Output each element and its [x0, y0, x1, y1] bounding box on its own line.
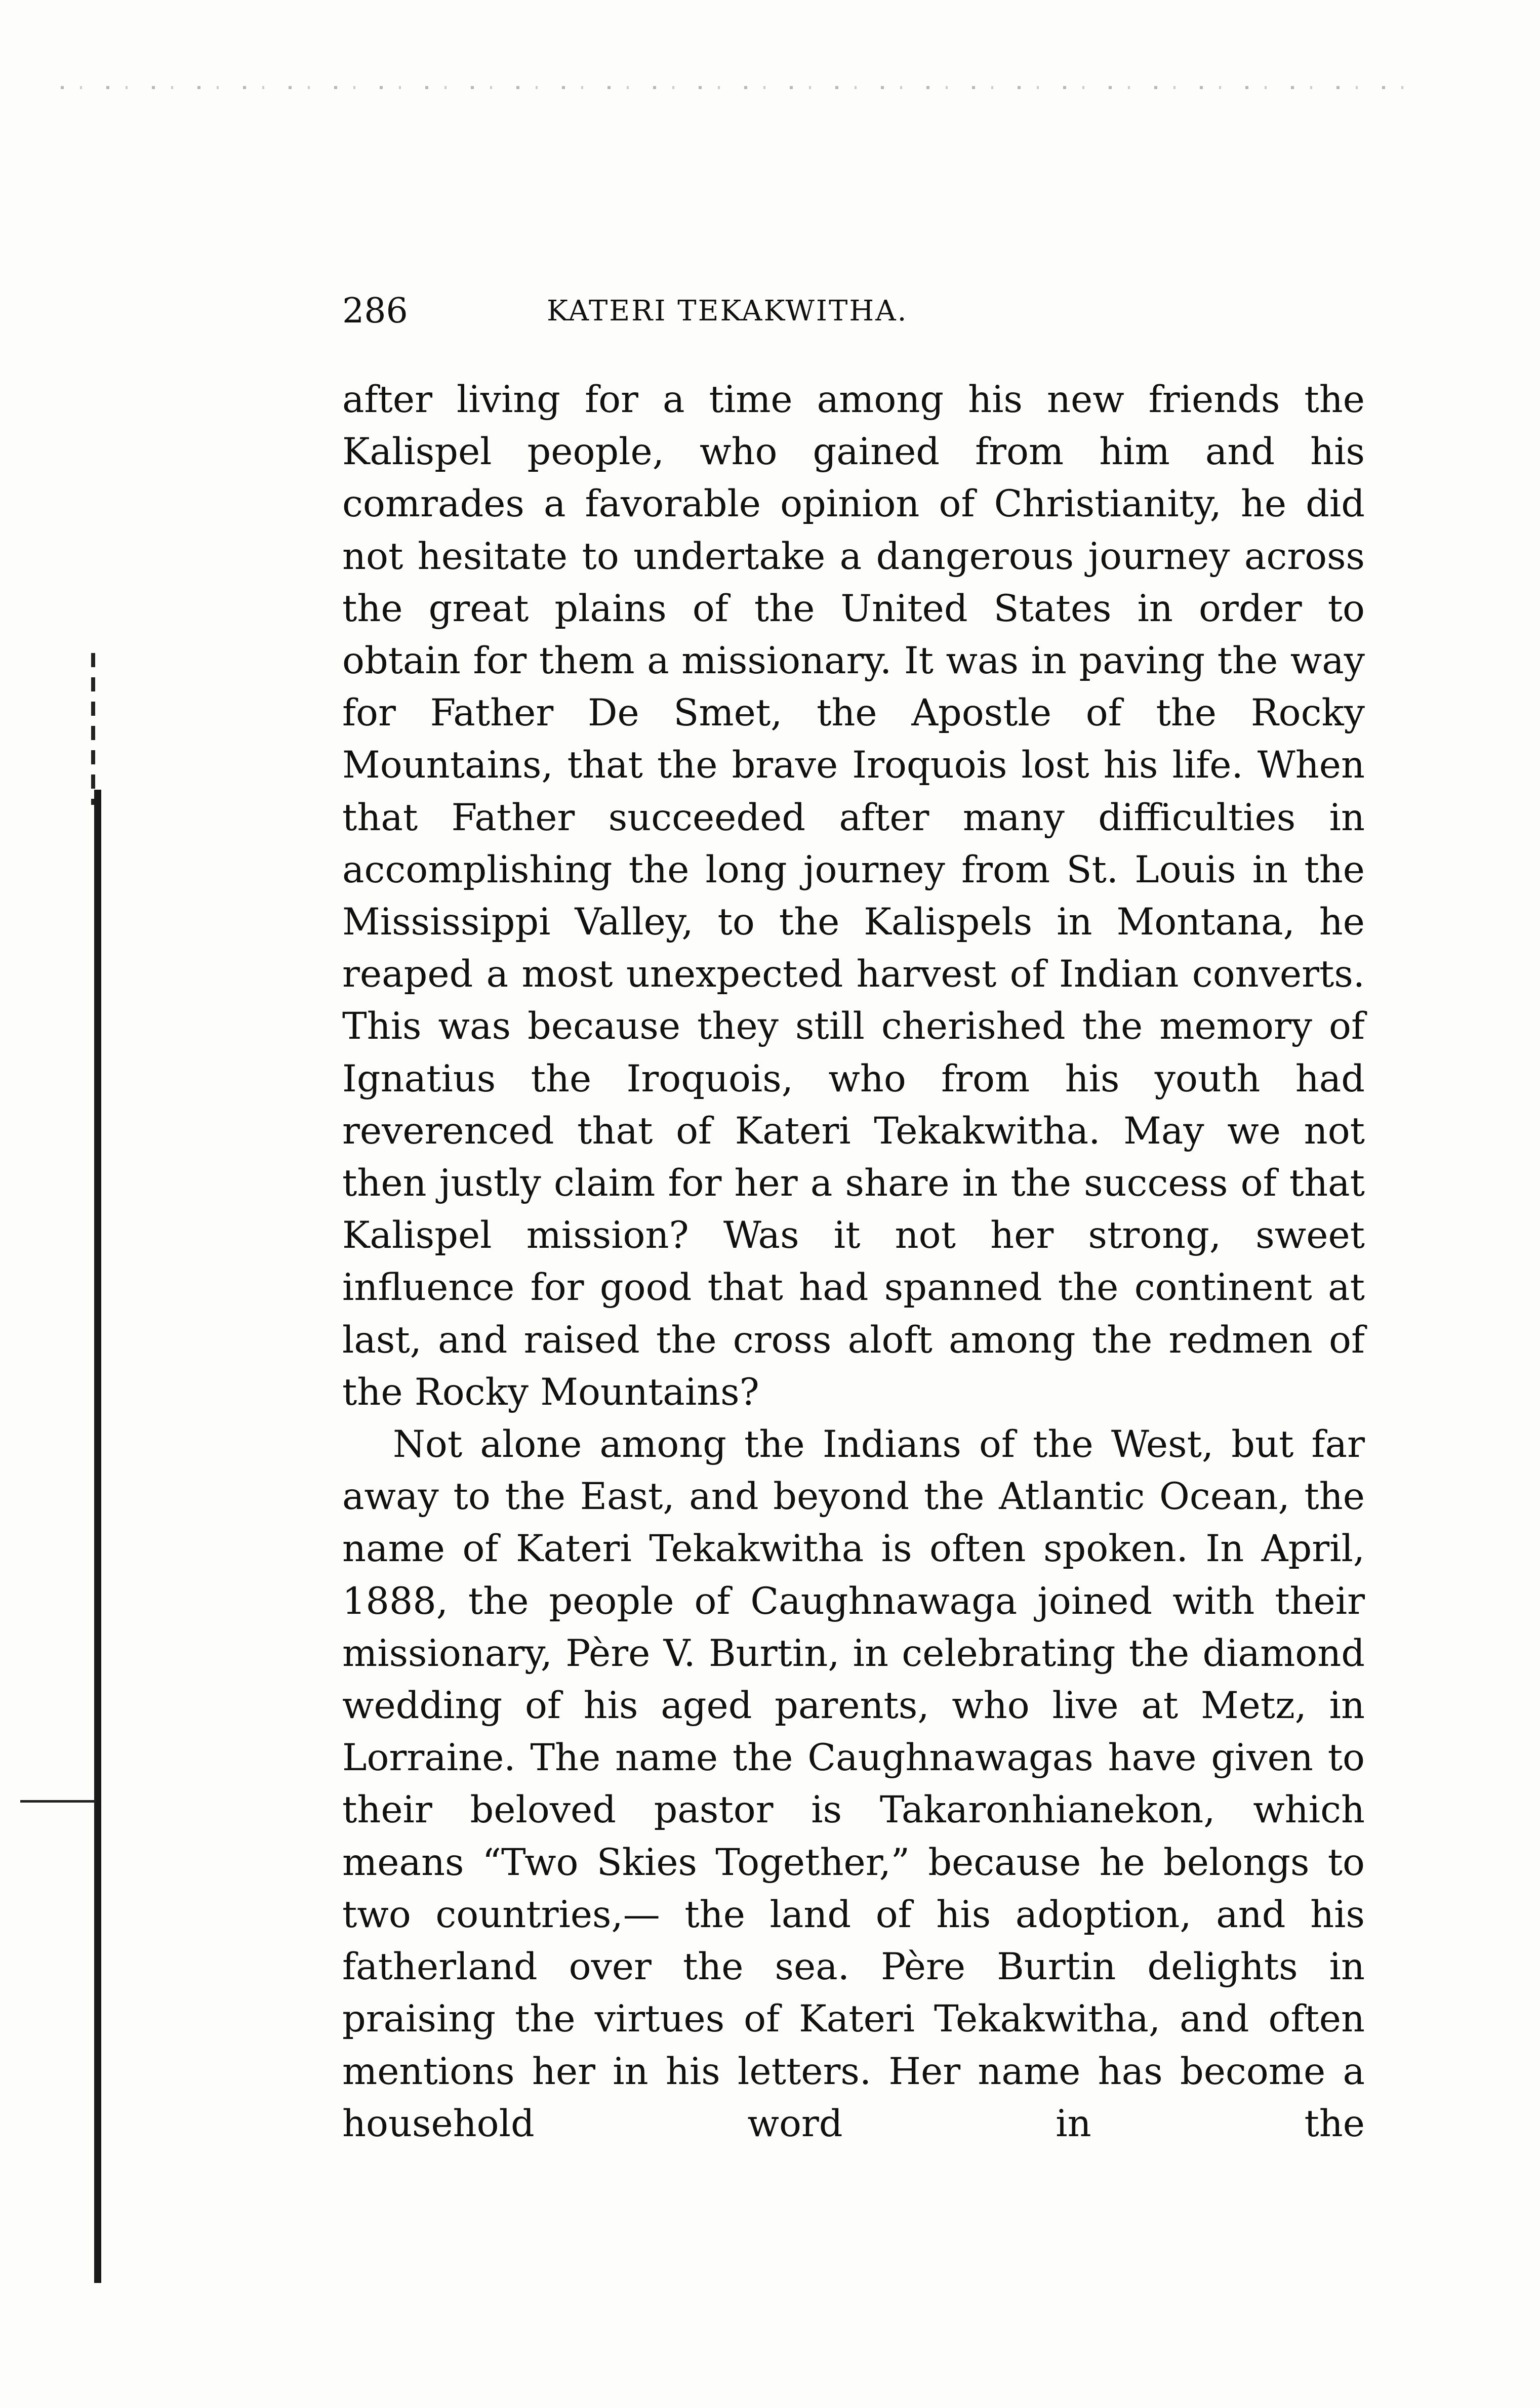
- scan-artifact-edge-dash: [20, 1800, 96, 1803]
- paragraph-2: Not alone among the Indians of the West, but far away to the East, and beyond the Atlantic Ocean, the name of Kateri Tekakwitha is often spoken. In April, 1888, the people of Caughnawaga joined with their missionary, Père V. Burtin, in celebrating the diamond wedding of his aged parents, who live at Metz, in Lorraine. The name the Caughnawagas have given to their beloved pastor is Takaronhianekon, which means “Two Skies Together,” because he belongs to two countries,— the land of his adoption, and his fatherland over the sea. Père Burtin delights in praising the virtues of Kateri Tekakwitha, and often mentions her in his letters. Her name has become a household word in the: [342, 1423, 1365, 2145]
- scan-artifact-top: [61, 86, 1428, 89]
- scan-artifact-binding-bar: [94, 790, 101, 2283]
- page-header: [342, 283, 1132, 339]
- page-number: 286: [342, 291, 408, 331]
- paragraph-1: after living for a time among his new friends the Kalispel people, who gained from him and his comrades a favorable opinion of Christianity, he did not hesitate to undertake a dangerous journey across the great plains of the United States in order to obtain for them a missionary. It was in paving the way for Father De Smet, the Apostle of the Rocky Mountains, that the brave Iroquois lost his life. When that Father succeeded after many difficulties in accomplishing the long journey from St. Louis in the Mississippi Valley, to the Kalispels in Montana, he reaped a most unexpected harvest of Indian converts. This was because they still cherished the memory of Ignatius the Iroquois, who from his youth had reverenced that of Kateri Tekakwitha. May we not then justly claim for her a share in the success of that Kalispel mission? Was it not her strong, sweet influence for good that had spanned the continent at last, and raised the cross aloft among the redmen of the Rocky Mountains?: [342, 378, 1365, 1414]
- running-title: KATERI TEKAKWITHA.: [547, 295, 908, 328]
- scan-artifact-binding-dashes: [91, 653, 95, 805]
- body-text: [342, 374, 1365, 2150]
